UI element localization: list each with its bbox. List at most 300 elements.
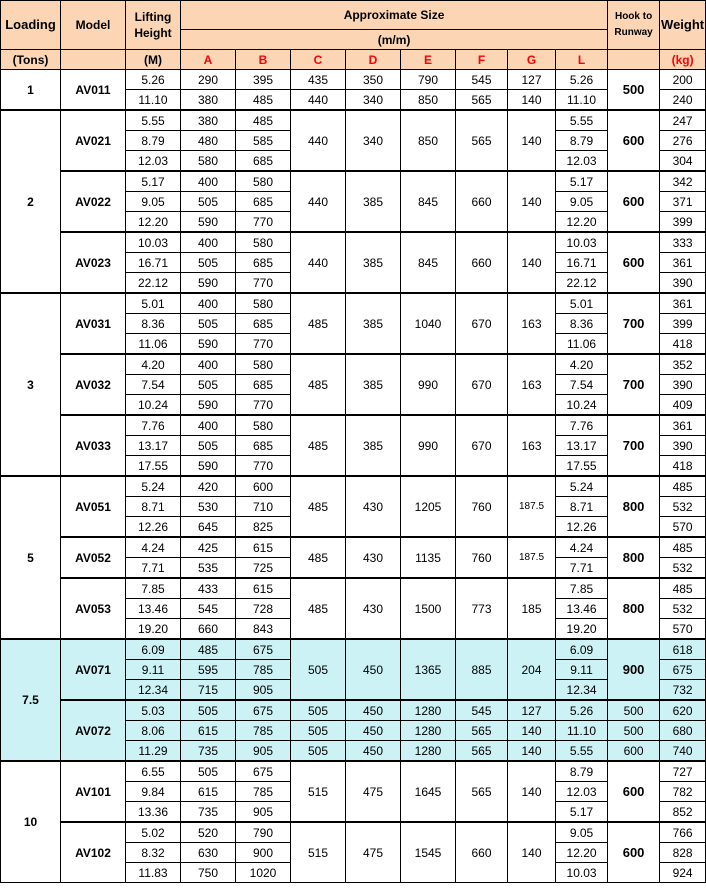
- hook-to-runway-cell: 600: [608, 761, 660, 822]
- dim-l-cell: 4.20: [556, 354, 608, 375]
- dim-a-cell: 660: [181, 619, 236, 640]
- dim-b-cell: 905: [236, 680, 291, 701]
- dim-d-cell: 450: [346, 700, 401, 721]
- dim-f-cell: 545: [456, 700, 508, 721]
- loading-cell: 3: [1, 293, 61, 476]
- dim-a-cell: 420: [181, 476, 236, 497]
- weight-cell: 485: [660, 578, 706, 599]
- dim-l-cell: 13.46: [556, 599, 608, 619]
- dim-b-cell: 580: [236, 354, 291, 375]
- lifting-height-cell: 13.36: [126, 802, 181, 823]
- dim-l-cell: 12.03: [556, 151, 608, 172]
- dim-g-cell: 140: [508, 721, 556, 741]
- dim-d-cell: 450: [346, 741, 401, 762]
- table-row: [1, 171, 706, 192]
- header-dim-a: A: [181, 50, 236, 70]
- dim-b-cell: 770: [236, 334, 291, 355]
- header-dim-l: L: [556, 50, 608, 70]
- dim-l-cell: 12.20: [556, 843, 608, 863]
- weight-cell: 618: [660, 639, 706, 660]
- dim-b-cell: 785: [236, 721, 291, 741]
- table-row: [1, 822, 706, 843]
- lifting-height-cell: 10.24: [126, 395, 181, 416]
- dim-d-cell: 450: [346, 639, 401, 700]
- hook-to-runway-cell: 800: [608, 476, 660, 537]
- dim-a-cell: 290: [181, 70, 236, 90]
- dim-b-cell: 485: [236, 110, 291, 131]
- weight-cell: 485: [660, 537, 706, 558]
- dim-b-cell: 770: [236, 456, 291, 477]
- dim-f-cell: 660: [456, 232, 508, 293]
- lifting-height-cell: 5.17: [126, 171, 181, 192]
- dim-a-cell: 400: [181, 232, 236, 253]
- dim-d-cell: 340: [346, 90, 401, 111]
- dim-l-cell: 17.55: [556, 456, 608, 477]
- weight-cell: 570: [660, 619, 706, 640]
- dim-d-cell: 350: [346, 70, 401, 90]
- dim-f-cell: 660: [456, 171, 508, 232]
- dim-b-cell: 785: [236, 660, 291, 680]
- lifting-height-cell: 6.09: [126, 639, 181, 660]
- dim-l-cell: 4.24: [556, 537, 608, 558]
- dim-l-cell: 9.05: [556, 192, 608, 212]
- dim-d-cell: 385: [346, 171, 401, 232]
- weight-cell: 342: [660, 171, 706, 192]
- lifting-height-cell: 13.46: [126, 599, 181, 619]
- dim-g-cell: 140: [508, 90, 556, 111]
- weight-cell: 924: [660, 863, 706, 883]
- dim-b-cell: 685: [236, 436, 291, 456]
- dim-l-cell: 5.01: [556, 293, 608, 314]
- weight-cell: 766: [660, 822, 706, 843]
- dim-c-cell: 440: [291, 110, 346, 171]
- model-cell: AV022: [61, 171, 126, 232]
- lifting-height-cell: 4.24: [126, 537, 181, 558]
- dim-f-cell: 565: [456, 110, 508, 171]
- dim-a-cell: 735: [181, 802, 236, 823]
- dim-e-cell: 1280: [401, 700, 456, 721]
- dim-a-cell: 380: [181, 90, 236, 111]
- header-loading: Loading: [1, 1, 61, 50]
- dim-l-cell: 7.54: [556, 375, 608, 395]
- header-weight: Weight: [660, 1, 706, 50]
- dim-l-cell: 22.12: [556, 273, 608, 294]
- dim-a-cell: 505: [181, 761, 236, 782]
- dim-e-cell: 1135: [401, 537, 456, 578]
- model-cell: AV023: [61, 232, 126, 293]
- table-row: [1, 700, 706, 721]
- dim-g-cell: 140: [508, 110, 556, 171]
- model-cell: AV071: [61, 639, 126, 700]
- dim-a-cell: 590: [181, 334, 236, 355]
- dim-b-cell: 843: [236, 619, 291, 640]
- weight-cell: 570: [660, 517, 706, 538]
- dim-c-cell: 485: [291, 578, 346, 639]
- lifting-height-cell: 5.55: [126, 110, 181, 131]
- loading-cell: 7.5: [1, 639, 61, 761]
- model-cell: AV031: [61, 293, 126, 354]
- dim-b-cell: 905: [236, 741, 291, 762]
- weight-cell: 361: [660, 253, 706, 273]
- dim-g-cell: 204: [508, 639, 556, 700]
- dim-b-cell: 485: [236, 90, 291, 111]
- dim-a-cell: 735: [181, 741, 236, 762]
- dim-a-cell: 480: [181, 131, 236, 151]
- dim-g-cell: 163: [508, 293, 556, 354]
- table-row: [1, 354, 706, 375]
- header-dim-g: G: [508, 50, 556, 70]
- dim-l-cell: 16.71: [556, 253, 608, 273]
- weight-cell: 247: [660, 110, 706, 131]
- dim-f-cell: 670: [456, 415, 508, 476]
- table-body: [1, 70, 706, 883]
- header-approximate-size: Approximate Size: [181, 1, 608, 30]
- hook-to-runway-cell: 500: [608, 721, 660, 741]
- dim-g-cell: 163: [508, 354, 556, 415]
- dim-e-cell: 845: [401, 232, 456, 293]
- dim-a-cell: 505: [181, 375, 236, 395]
- dim-l-cell: 5.55: [556, 741, 608, 762]
- header-dim-d: D: [346, 50, 401, 70]
- dim-g-cell: 140: [508, 741, 556, 762]
- dim-d-cell: 475: [346, 822, 401, 883]
- weight-cell: 276: [660, 131, 706, 151]
- dim-b-cell: 770: [236, 395, 291, 416]
- dim-e-cell: 990: [401, 415, 456, 476]
- table-row: [1, 578, 706, 599]
- dim-l-cell: 9.11: [556, 660, 608, 680]
- dim-f-cell: 565: [456, 721, 508, 741]
- dim-b-cell: 685: [236, 314, 291, 334]
- dim-a-cell: 595: [181, 660, 236, 680]
- weight-cell: 732: [660, 680, 706, 701]
- header-unit-tons: (Tons): [1, 50, 61, 70]
- dim-b-cell: 580: [236, 415, 291, 436]
- weight-cell: 532: [660, 558, 706, 579]
- dim-a-cell: 505: [181, 192, 236, 212]
- header-unit-meters: (M): [126, 50, 181, 70]
- lifting-height-cell: 4.20: [126, 354, 181, 375]
- dim-a-cell: 425: [181, 537, 236, 558]
- weight-cell: 390: [660, 436, 706, 456]
- lifting-height-cell: 5.03: [126, 700, 181, 721]
- dim-b-cell: 1020: [236, 863, 291, 883]
- weight-cell: 361: [660, 293, 706, 314]
- dim-b-cell: 615: [236, 537, 291, 558]
- dim-c-cell: 485: [291, 476, 346, 537]
- dim-b-cell: 580: [236, 171, 291, 192]
- dim-f-cell: 773: [456, 578, 508, 639]
- dim-a-cell: 615: [181, 782, 236, 802]
- lifting-height-cell: 7.85: [126, 578, 181, 599]
- dim-c-cell: 505: [291, 639, 346, 700]
- dim-d-cell: 385: [346, 232, 401, 293]
- lifting-height-cell: 6.55: [126, 761, 181, 782]
- lifting-height-cell: 16.71: [126, 253, 181, 273]
- lifting-height-cell: 5.24: [126, 476, 181, 497]
- dim-a-cell: 485: [181, 639, 236, 660]
- lifting-height-cell: 12.03: [126, 151, 181, 172]
- dim-l-cell: 10.03: [556, 863, 608, 883]
- dim-l-cell: 7.71: [556, 558, 608, 579]
- dim-l-cell: 13.17: [556, 436, 608, 456]
- lifting-height-cell: 9.05: [126, 192, 181, 212]
- model-cell: AV032: [61, 354, 126, 415]
- hook-to-runway-cell: 700: [608, 293, 660, 354]
- dim-f-cell: 565: [456, 741, 508, 762]
- lifting-height-cell: 12.34: [126, 680, 181, 701]
- dim-a-cell: 715: [181, 680, 236, 701]
- dim-l-cell: 5.26: [556, 70, 608, 90]
- dim-a-cell: 590: [181, 456, 236, 477]
- dim-b-cell: 685: [236, 375, 291, 395]
- dim-a-cell: 400: [181, 354, 236, 375]
- dim-l-cell: 10.03: [556, 232, 608, 253]
- table-row: [1, 415, 706, 436]
- loading-cell: 2: [1, 110, 61, 293]
- header-unit-hook-blank: [608, 50, 660, 70]
- dim-f-cell: 885: [456, 639, 508, 700]
- dim-b-cell: 685: [236, 151, 291, 172]
- weight-cell: 727: [660, 761, 706, 782]
- dim-g-cell: 163: [508, 415, 556, 476]
- header-dim-b: B: [236, 50, 291, 70]
- model-cell: AV033: [61, 415, 126, 476]
- table-row: [1, 70, 706, 90]
- dim-d-cell: 430: [346, 476, 401, 537]
- dim-c-cell: 515: [291, 822, 346, 883]
- weight-cell: 361: [660, 415, 706, 436]
- weight-cell: 680: [660, 721, 706, 741]
- dim-e-cell: 845: [401, 171, 456, 232]
- dim-f-cell: 760: [456, 476, 508, 537]
- dim-b-cell: 900: [236, 843, 291, 863]
- loading-cell: 10: [1, 761, 61, 883]
- dim-e-cell: 1500: [401, 578, 456, 639]
- lifting-height-cell: 8.32: [126, 843, 181, 863]
- dim-f-cell: 660: [456, 822, 508, 883]
- dim-l-cell: 9.05: [556, 822, 608, 843]
- weight-cell: 409: [660, 395, 706, 416]
- dim-e-cell: 1365: [401, 639, 456, 700]
- dim-b-cell: 675: [236, 639, 291, 660]
- weight-cell: 532: [660, 599, 706, 619]
- dim-g-cell: 187.5: [508, 476, 556, 537]
- hook-to-runway-cell: 600: [608, 110, 660, 171]
- lifting-height-cell: 7.71: [126, 558, 181, 579]
- dim-l-cell: 12.26: [556, 517, 608, 538]
- dim-l-cell: 10.24: [556, 395, 608, 416]
- dim-b-cell: 825: [236, 517, 291, 538]
- lifting-height-cell: 8.36: [126, 314, 181, 334]
- lifting-height-cell: 12.20: [126, 212, 181, 233]
- dim-b-cell: 905: [236, 802, 291, 823]
- model-cell: AV102: [61, 822, 126, 883]
- dim-b-cell: 615: [236, 578, 291, 599]
- table-row: [1, 293, 706, 314]
- weight-cell: 333: [660, 232, 706, 253]
- hook-to-runway-cell: 500: [608, 70, 660, 111]
- weight-cell: 399: [660, 212, 706, 233]
- header-lifting-height: Lifting Height: [126, 1, 181, 50]
- model-cell: AV072: [61, 700, 126, 761]
- dim-a-cell: 520: [181, 822, 236, 843]
- dim-c-cell: 485: [291, 415, 346, 476]
- dim-e-cell: 850: [401, 110, 456, 171]
- dim-l-cell: 12.20: [556, 212, 608, 233]
- weight-cell: 418: [660, 334, 706, 355]
- dim-c-cell: 435: [291, 70, 346, 90]
- lifting-height-cell: 5.02: [126, 822, 181, 843]
- header-unit-blank: [61, 50, 126, 70]
- dim-e-cell: 1280: [401, 741, 456, 762]
- dim-a-cell: 545: [181, 599, 236, 619]
- dim-d-cell: 385: [346, 415, 401, 476]
- weight-cell: 418: [660, 456, 706, 477]
- hook-to-runway-cell: 700: [608, 415, 660, 476]
- dim-f-cell: 760: [456, 537, 508, 578]
- dim-b-cell: 728: [236, 599, 291, 619]
- dim-c-cell: 440: [291, 171, 346, 232]
- lifting-height-cell: 11.06: [126, 334, 181, 355]
- dim-l-cell: 5.26: [556, 700, 608, 721]
- dim-g-cell: 187.5: [508, 537, 556, 578]
- dim-b-cell: 785: [236, 782, 291, 802]
- model-cell: AV011: [61, 70, 126, 111]
- lifting-height-cell: 17.55: [126, 456, 181, 477]
- weight-cell: 390: [660, 273, 706, 294]
- dim-l-cell: 5.17: [556, 171, 608, 192]
- dim-l-cell: 19.20: [556, 619, 608, 640]
- dim-c-cell: 485: [291, 293, 346, 354]
- dim-a-cell: 505: [181, 314, 236, 334]
- dim-c-cell: 485: [291, 537, 346, 578]
- dim-g-cell: 185: [508, 578, 556, 639]
- dim-e-cell: 790: [401, 70, 456, 90]
- weight-cell: 304: [660, 151, 706, 172]
- header-dim-f: F: [456, 50, 508, 70]
- dim-a-cell: 400: [181, 171, 236, 192]
- dim-b-cell: 725: [236, 558, 291, 579]
- dim-g-cell: 140: [508, 171, 556, 232]
- dim-g-cell: 127: [508, 700, 556, 721]
- weight-cell: 240: [660, 90, 706, 111]
- weight-cell: 352: [660, 354, 706, 375]
- lifting-height-cell: 5.01: [126, 293, 181, 314]
- dim-l-cell: 12.03: [556, 782, 608, 802]
- dim-d-cell: 430: [346, 578, 401, 639]
- dim-a-cell: 630: [181, 843, 236, 863]
- model-cell: AV052: [61, 537, 126, 578]
- dim-a-cell: 580: [181, 151, 236, 172]
- dim-c-cell: 505: [291, 721, 346, 741]
- dim-a-cell: 505: [181, 436, 236, 456]
- weight-cell: 485: [660, 476, 706, 497]
- dim-g-cell: 140: [508, 232, 556, 293]
- dim-f-cell: 545: [456, 70, 508, 90]
- dim-b-cell: 770: [236, 273, 291, 294]
- dim-g-cell: 140: [508, 761, 556, 822]
- table-row: [1, 232, 706, 253]
- dim-d-cell: 385: [346, 354, 401, 415]
- dim-c-cell: 505: [291, 741, 346, 762]
- lifting-height-cell: 8.71: [126, 497, 181, 517]
- lifting-height-cell: 9.11: [126, 660, 181, 680]
- dim-a-cell: 530: [181, 497, 236, 517]
- dim-a-cell: 590: [181, 273, 236, 294]
- model-cell: AV021: [61, 110, 126, 171]
- dim-l-cell: 8.71: [556, 497, 608, 517]
- dim-l-cell: 5.55: [556, 110, 608, 131]
- dim-d-cell: 385: [346, 293, 401, 354]
- dim-a-cell: 590: [181, 395, 236, 416]
- dim-d-cell: 475: [346, 761, 401, 822]
- table-row: [1, 537, 706, 558]
- weight-cell: 740: [660, 741, 706, 762]
- weight-cell: 782: [660, 782, 706, 802]
- dim-b-cell: 770: [236, 212, 291, 233]
- dim-d-cell: 450: [346, 721, 401, 741]
- dim-b-cell: 585: [236, 131, 291, 151]
- dim-b-cell: 580: [236, 232, 291, 253]
- dim-a-cell: 505: [181, 253, 236, 273]
- dim-l-cell: 8.36: [556, 314, 608, 334]
- hook-to-runway-cell: 700: [608, 354, 660, 415]
- dim-l-cell: 7.85: [556, 578, 608, 599]
- table-row: [1, 476, 706, 497]
- dim-a-cell: 590: [181, 212, 236, 233]
- dim-b-cell: 685: [236, 253, 291, 273]
- dim-a-cell: 400: [181, 415, 236, 436]
- dim-b-cell: 675: [236, 700, 291, 721]
- weight-cell: 399: [660, 314, 706, 334]
- dim-a-cell: 380: [181, 110, 236, 131]
- dim-f-cell: 670: [456, 293, 508, 354]
- dim-a-cell: 535: [181, 558, 236, 579]
- weight-cell: 828: [660, 843, 706, 863]
- table-row: [1, 639, 706, 660]
- dim-c-cell: 440: [291, 232, 346, 293]
- dim-c-cell: 505: [291, 700, 346, 721]
- dim-e-cell: 850: [401, 90, 456, 111]
- dim-l-cell: 11.06: [556, 334, 608, 355]
- weight-cell: 852: [660, 802, 706, 823]
- dim-e-cell: 990: [401, 354, 456, 415]
- lifting-height-cell: 8.79: [126, 131, 181, 151]
- dim-l-cell: 11.10: [556, 90, 608, 111]
- dim-l-cell: 12.34: [556, 680, 608, 701]
- header-dim-e: E: [401, 50, 456, 70]
- hook-to-runway-cell: 600: [608, 822, 660, 883]
- lifting-height-cell: 10.03: [126, 232, 181, 253]
- loading-cell: 5: [1, 476, 61, 639]
- weight-cell: 675: [660, 660, 706, 680]
- dim-f-cell: 670: [456, 354, 508, 415]
- weight-cell: 390: [660, 375, 706, 395]
- dim-a-cell: 505: [181, 700, 236, 721]
- dim-a-cell: 615: [181, 721, 236, 741]
- dim-b-cell: 580: [236, 293, 291, 314]
- dim-b-cell: 710: [236, 497, 291, 517]
- header-hook-to-runway: Hook to Runway: [608, 1, 660, 50]
- dim-b-cell: 675: [236, 761, 291, 782]
- hook-to-runway-cell: 800: [608, 578, 660, 639]
- hook-to-runway-cell: 500: [608, 700, 660, 721]
- dim-l-cell: 6.09: [556, 639, 608, 660]
- lifting-height-cell: 12.26: [126, 517, 181, 538]
- dim-e-cell: 1545: [401, 822, 456, 883]
- table-header: [1, 1, 706, 70]
